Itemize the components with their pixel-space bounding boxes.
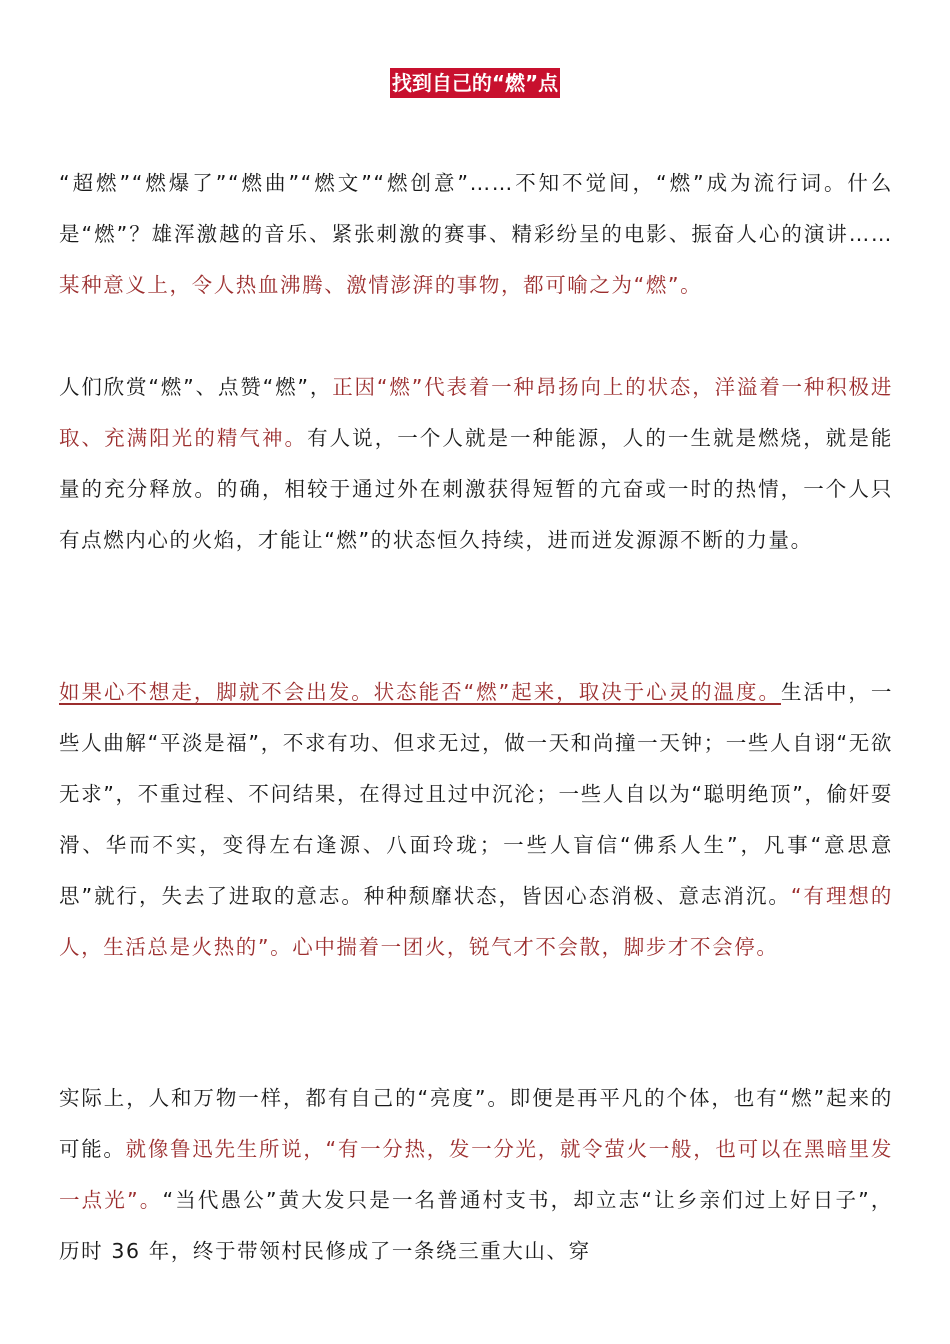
- paragraph-3-highlight: “有理想的人，生活总是火热的”。心中揣着一团火，锐气才不会散，脚步才不会停。: [59, 884, 894, 959]
- paragraph-3: [59, 667, 893, 973]
- paragraph-3-text: 生活中，一些人曲解“平淡是福”，不求有功、但求无过，做一天和尚撞一天钟；一些人自诩“无欲无求”，不重过程、不问结果，在得过且过中沉沦；一些人自以为“聪明绝顶”，偷奸耍滑、华而不实，变得左右逢源、八面玲珑；一些人盲信“佛系人生”，凡事“意思意思”就行，失去了进取的意志。种种颓靡状态，皆因心态消极、意志消沉。: [59, 680, 893, 908]
- paragraph-2-highlight: 正因“燃”代表着一种昂扬向上的状态，洋溢着一种积极进取、充满阳光的精气神。: [59, 375, 893, 450]
- paragraph-3-underlined-highlight: 如果心不想走，脚就不会出发。状态能否“燃”起来，取决于心灵的温度。: [59, 680, 781, 704]
- paragraph-4-intro: 实际上，人和万物一样，都有自己的“亮度”。即便是再平凡的个体，也有“燃”起来的可能。: [59, 1086, 893, 1161]
- paragraph-4-quote-highlight: 就像鲁迅先生所说，“有一分热，发一分光，就令萤火一般，也可以在黑暗里发一点光”。: [59, 1137, 893, 1212]
- paragraph-2-intro: 人们欣赏“燃”、点赞“燃”，: [59, 375, 333, 399]
- paragraph-1-highlight: 某种意义上，令人热血沸腾、激情澎湃的事物，都可喻之为“燃”。: [59, 273, 703, 297]
- paragraph-1-text: “超燃”“燃爆了”“燃曲”“燃文”“燃创意”……不知不觉间，“燃”成为流行词。什么是“燃”？雄浑激越的音乐、紧张刺激的赛事、精彩纷呈的电影、振奋人心的演讲……: [59, 171, 893, 246]
- paragraph-4: [59, 1073, 893, 1277]
- title-container: [0, 68, 950, 98]
- paragraph-2-text: 有人说，一个人就是一种能源，人的一生就是燃烧，就是能量的充分释放。的确，相较于通过外在刺激获得短暂的亢奋或一时的热情，一个人只有点燃内心的火焰，才能让“燃”的状态恒久持续，进而迸发源源不断的力量。: [59, 426, 893, 552]
- paragraph-4-text: “当代愚公”黄大发只是一名普通村支书，却立志“让乡亲们过上好日子”，历时 36 年，终于带领村民修成了一条绕三重大山、穿: [59, 1188, 893, 1263]
- paragraph-1: [59, 158, 893, 311]
- paragraph-2: [59, 362, 893, 566]
- page-title: 找到自己的“燃”点: [390, 68, 560, 98]
